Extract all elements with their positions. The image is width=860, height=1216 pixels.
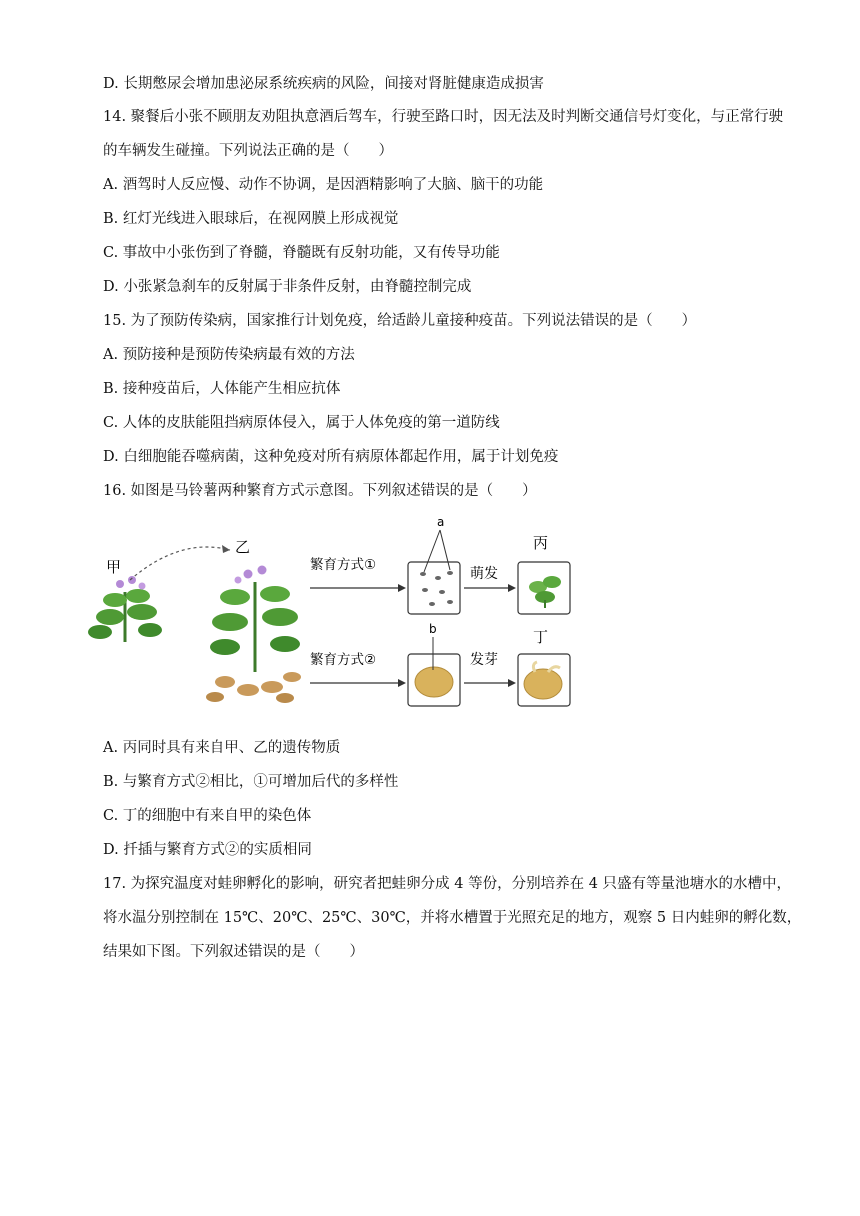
bud-arrowhead: [508, 679, 516, 687]
label-bing: 丙: [533, 534, 549, 552]
option-15d: D. 白细胞能吞噬病菌，这种免疫对所有病原体都起作用，属于计划免疫: [103, 449, 559, 465]
question-15-stem: 15. 为了预防传染病，国家推行计划免疫，给适龄儿童接种疫苗。下列说法错误的是（ ）: [103, 313, 697, 329]
method1-arrowhead: [398, 584, 406, 592]
method2-label: 繁育方式②: [310, 652, 377, 668]
option-16a: A. 丙同时具有来自甲、乙的遗传物质: [103, 740, 341, 756]
question-14-stem-cont: 的车辆发生碰撞。下列说法正确的是（ ）: [103, 143, 393, 159]
tuber-b: [415, 667, 453, 697]
pollination-arrowhead: [222, 545, 230, 553]
option-14c: C. 事故中小张伤到了脊髓，脊髓既有反射功能，又有传导功能: [103, 245, 500, 261]
question-17-stem-end: 结果如下图。下列叙述错误的是（ ）: [103, 944, 364, 960]
label-jia: 甲: [106, 558, 122, 576]
potato-reproduction-figure: [80, 512, 580, 712]
label-yi: 乙: [235, 538, 251, 556]
method1-label: 繁育方式①: [310, 557, 377, 573]
option-15a: A. 预防接种是预防传染病最有效的方法: [103, 347, 355, 363]
label-a: a: [437, 515, 445, 529]
question-17-stem: 17. 为探究温度对蛙卵孵化的影响，研究者把蛙卵分成 4 等份，分别培养在 4 只盛有等量池塘水的水槽中，: [103, 876, 792, 892]
option-16b: B. 与繁育方式②相比，①可增加后代的多样性: [103, 774, 399, 790]
arrow2-text: 发芽: [470, 652, 498, 668]
option-14b: B. 红灯光线进入眼球后，在视网膜上形成视觉: [103, 211, 399, 227]
option-14a: A. 酒驾时人反应慢、动作不协调，是因酒精影响了大脑、脑干的功能: [103, 177, 544, 193]
question-17-stem-cont: 将水温分别控制在 15℃、20℃、25℃、30℃，并将水槽置于光照充足的地方，观察 5 日内蛙卵的孵化数，: [103, 910, 802, 926]
sprout-arrowhead: [508, 584, 516, 592]
plant-jia-illustration: [88, 576, 162, 642]
seed-box: [408, 562, 460, 614]
option-15c: C. 人体的皮肤能阻挡病原体侵入，属于人体免疫的第一道防线: [103, 415, 500, 431]
label-ding: 丁: [533, 628, 549, 646]
method2-arrowhead: [398, 679, 406, 687]
line-13d: D. 长期憋尿会增加患泌尿系统疾病的风险，间接对肾脏健康造成损害: [103, 76, 544, 92]
question-16-stem: 16. 如图是马铃薯两种繁育方式示意图。下列叙述错误的是（ ）: [103, 483, 537, 499]
plant-yi-illustration: [206, 566, 301, 704]
option-16c: C. 丁的细胞中有来自甲的染色体: [103, 808, 312, 824]
option-16d: D. 扦插与繁育方式②的实质相同: [103, 842, 312, 858]
pollination-dashed-arrow: [130, 547, 230, 580]
option-15b: B. 接种疫苗后，人体能产生相应抗体: [103, 381, 341, 397]
label-b: b: [429, 622, 437, 636]
option-14d: D. 小张紧急刹车的反射属于非条件反射，由脊髓控制完成: [103, 279, 472, 295]
question-14-stem: 14. 聚餐后小张不顾朋友劝阻执意酒后驾车，行驶至路口时，因无法及时判断交通信号灯变化，与正常行驶: [103, 109, 784, 125]
arrow1-text: 萌发: [470, 566, 498, 582]
